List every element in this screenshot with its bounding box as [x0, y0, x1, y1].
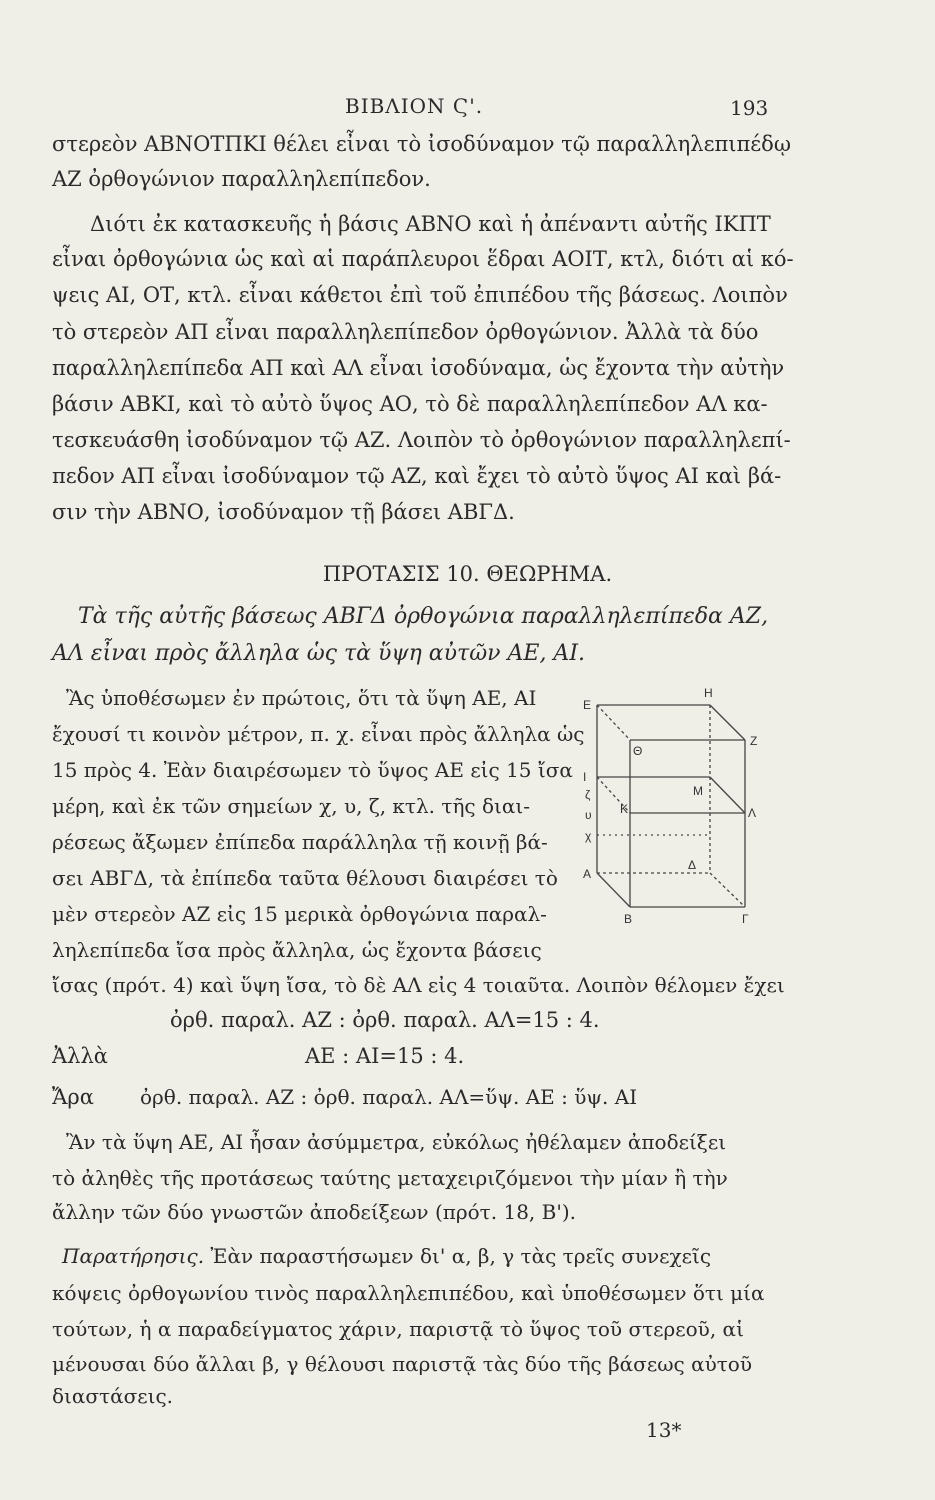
- text-line: σει ΑΒΓΔ, τὰ ἐπίπεδα ταῦτα θέλουσι διαιρέσει τὸ: [52, 866, 558, 890]
- text-line: στερεὸν ΑΒΝΟΤΠΚΙ θέλει εἶναι τὸ ἰσοδύναμον τῷ παραλληλεπιπέδῳ: [52, 132, 791, 156]
- text-line: ἴσας (πρότ. 4) καὶ ὕψη ἴσα, τὸ δὲ ΑΛ εἰς 4 τοιαῦτα. Λοιπὸν θέλομεν ἔχει: [52, 973, 785, 997]
- edge-delta-gamma: [710, 873, 745, 907]
- text-line: τεσκευάσθη ἰσοδύναμον τῷ ΑΖ. Λοιπὸν τὸ ὀρθογώνιον παραλληλεπί-: [52, 428, 791, 452]
- signature-mark: 13*: [646, 1418, 682, 1442]
- running-header: [0, 94, 935, 124]
- label-K: Κ: [620, 802, 629, 816]
- remark-label: Παρατήρησις.: [62, 1244, 205, 1268]
- formula-3-label: Ἄρα: [52, 1085, 94, 1109]
- label-upsilon: υ: [585, 808, 592, 822]
- text-line: μέρη, καὶ ἐκ τῶν σημείων χ, υ, ζ, κτλ. τῆς διαι-: [52, 794, 530, 818]
- proposition-heading: ΠΡΟΤΑΣΙΣ 10. ΘΕΩΡΗΜΑ.: [322, 562, 613, 586]
- text-line: τούτων, ἡ α παραδείγματος χάριν, παριστᾷ τὸ ὕψος τοῦ στερεοῦ, αἱ: [52, 1317, 744, 1341]
- text-line: πεδον ΑΠ εἶναι ἰσοδύναμον τῷ ΑΖ, καὶ ἔχει τὸ αὐτὸ ὕψος ΑΙ καὶ βά-: [52, 464, 782, 488]
- label-Z: Ζ: [750, 734, 758, 748]
- label-zeta: ζ: [585, 788, 591, 802]
- remark-first-line: [62, 1244, 711, 1268]
- edge-AB: [597, 873, 630, 907]
- text-line: Ἂς ὑποθέσωμεν ἐν πρώτοις, ὅτι τὰ ὕψη ΑΕ, ΑΙ: [66, 686, 537, 710]
- label-Gamma: Γ: [742, 912, 749, 926]
- parallelepiped-diagram: [580, 685, 770, 930]
- text-line: Ἂν τὰ ὕψη ΑΕ, ΑΙ ἦσαν ἀσύμμετρα, εὐκόλως ἠθέλαμεν ἀποδείξει: [66, 1130, 727, 1154]
- label-A: Α: [583, 867, 592, 881]
- text-line: ρέσεως ἄξωμεν ἐπίπεδα παράλληλα τῇ κοινῇ βά-: [52, 830, 548, 854]
- text-line: 15 πρὸς 4. Ἐὰν διαιρέσωμεν τὸ ὕψος ΑΕ εἰς 15 ἴσα: [52, 758, 573, 782]
- text-line: τὸ ἀληθὲς τῆς προτάσεως ταύτης μεταχειριζόμενοι τὴν μίαν ἢ τὴν: [52, 1166, 728, 1190]
- text-line: ἔχουσί τι κοινὸν μέτρον, π. χ. εἶναι πρὸς ἄλληλα ὡς: [52, 722, 585, 746]
- label-chi: χ: [585, 829, 592, 843]
- label-E: Ε: [583, 698, 592, 712]
- label-Lambda: Λ: [748, 806, 757, 820]
- remark-text: Ἐὰν παραστήσωμεν δι' α, β, γ τὰς τρεῖς συνεχεῖς: [204, 1244, 712, 1268]
- page-number: 193: [730, 96, 769, 120]
- theorem-line: ΑΛ εἶναι πρὸς ἄλληλα ὡς τὰ ὕψη αὐτῶν ΑΕ, ΑΙ.: [52, 641, 586, 666]
- label-B: Β: [624, 912, 633, 926]
- edge-M-lambda: [710, 777, 745, 813]
- header-title: ΒΙΒΛΙΟΝ Ϛ'.: [345, 94, 484, 118]
- theorem-line: Τὰ τῆς αὐτῆς βάσεως ΑΒΓΔ ὀρθογώνια παραλληλεπίπεδα ΑΖ,: [78, 604, 769, 629]
- text-line: διαστάσεις.: [52, 1384, 174, 1408]
- formula-2-label: Ἀλλὰ: [52, 1044, 108, 1068]
- label-H: Η: [704, 686, 713, 700]
- text-line: τὸ στερεὸν ΑΠ εἶναι παραλληλεπίπεδον ὀρθογώνιον. Ἀλλὰ τὰ δύο: [52, 320, 759, 344]
- text-line: Διότι ἐκ κατασκευῆς ἡ βάσις ΑΒΝΟ καὶ ἡ ἀπέναντι αὐτῆς ΙΚΠΤ: [90, 212, 771, 236]
- text-line: σιν τὴν ΑΒΝΟ, ἰσοδύναμον τῇ βάσει ΑΒΓΔ.: [52, 500, 515, 524]
- label-I: Ι: [583, 770, 587, 784]
- text-line: ἄλλην τῶν δύο γνωστῶν ἀποδείξεων (πρότ. 18, Β').: [52, 1200, 576, 1224]
- formula-3: ὀρθ. παραλ. ΑΖ : ὀρθ. παραλ. ΑΛ=ὕψ. ΑΕ : ὕψ. ΑΙ: [140, 1085, 638, 1109]
- text-line: εἶναι ὀρθογώνια ὡς καὶ αἱ παράπλευροι ἕδραι ΑΟΙΤ, κτλ, διότι αἱ κό-: [52, 247, 794, 271]
- text-line: ψεις ΑΙ, ΟΤ, κτλ. εἶναι κάθετοι ἐπὶ τοῦ ἐπιπέδου τῆς βάσεως. Λοιπὸν: [52, 283, 788, 307]
- text-line: μὲν στερεὸν ΑΖ εἰς 15 μερικὰ ὀρθογώνια παραλ-: [52, 902, 547, 926]
- formula-2: ΑΕ : ΑΙ=15 : 4.: [305, 1044, 465, 1068]
- edge-HZ: [710, 705, 745, 740]
- text-line: παραλληλεπίπεδα ΑΠ καὶ ΑΛ εἶναι ἰσοδύναμα, ὡς ἔχοντα τὴν αὐτὴν: [52, 356, 785, 380]
- text-line: ληλεπίπεδα ἴσα πρὸς ἄλληλα, ὡς ἔχοντα βάσεις: [52, 938, 542, 962]
- label-Delta: Δ: [688, 858, 697, 872]
- text-line: ΑΖ ὀρθογώνιον παραλληλεπίπεδον.: [52, 167, 431, 191]
- text-line: μένουσαι δύο ἄλλαι β, γ θέλουσι παριστᾷ τὰς δύο τῆς βάσεως αὐτοῦ: [52, 1352, 752, 1376]
- formula-1: ὀρθ. παραλ. ΑΖ : ὀρθ. παραλ. ΑΛ=15 : 4.: [170, 1008, 600, 1032]
- text-line: κόψεις ὀρθογωνίου τινὸς παραλληλεπιπέδου, καὶ ὑποθέσωμεν ὅτι μία: [52, 1281, 765, 1305]
- label-M: Μ: [693, 784, 703, 798]
- label-Theta: Θ: [633, 744, 643, 758]
- edge-E-theta: [597, 705, 630, 740]
- text-line: βάσιν ΑΒΚΙ, καὶ τὸ αὐτὸ ὕψος ΑΟ, τὸ δὲ παραλληλεπίπεδον ΑΛ κα-: [52, 392, 768, 416]
